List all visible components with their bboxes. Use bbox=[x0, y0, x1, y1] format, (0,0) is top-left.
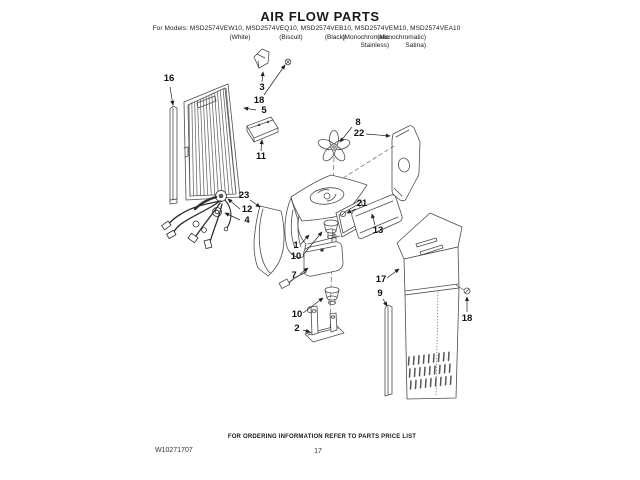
part-21-screw bbox=[340, 211, 345, 216]
callout-16 bbox=[164, 73, 175, 105]
svg-text:11: 11 bbox=[255, 151, 267, 162]
svg-text:18: 18 bbox=[461, 313, 473, 324]
svg-text:5: 5 bbox=[261, 105, 267, 116]
svg-text:7: 7 bbox=[291, 270, 297, 281]
callout-3 bbox=[259, 72, 264, 93]
finish-label: (Black) bbox=[324, 34, 346, 41]
part-9-trim-strip bbox=[385, 305, 392, 396]
part-16-trim-strip bbox=[170, 106, 177, 204]
svg-text:17: 17 bbox=[375, 274, 387, 285]
doc-number: W10271707 bbox=[155, 447, 193, 454]
callout-22 bbox=[354, 128, 390, 139]
svg-text:10: 10 bbox=[291, 309, 303, 320]
svg-text:18: 18 bbox=[253, 95, 265, 106]
callout-17 bbox=[376, 269, 399, 285]
svg-text:12: 12 bbox=[241, 204, 253, 215]
page-title: AIR FLOW PARTS bbox=[260, 9, 380, 24]
part-18-screw-top bbox=[285, 59, 291, 65]
callout-11 bbox=[256, 140, 267, 162]
svg-text:22: 22 bbox=[353, 128, 365, 139]
callout-18 bbox=[462, 297, 473, 324]
svg-text:9: 9 bbox=[377, 288, 383, 299]
part-10-grommet-lower bbox=[325, 287, 339, 305]
finish-label: (Monochromatic Stainless) bbox=[342, 34, 389, 49]
part-11-control-bracket bbox=[247, 117, 278, 142]
finish-label: (White) bbox=[229, 34, 251, 41]
svg-text:1: 1 bbox=[293, 240, 299, 251]
callout-5 bbox=[244, 105, 267, 116]
svg-text:2: 2 bbox=[294, 323, 300, 334]
part-17-air-tower-panel bbox=[397, 213, 462, 399]
callout-2 bbox=[294, 323, 310, 334]
finish-label: (Monochromatic) Satina) bbox=[377, 34, 426, 49]
svg-text:3: 3 bbox=[259, 82, 265, 93]
svg-text:21: 21 bbox=[356, 198, 368, 209]
part-2-mounting-bracket bbox=[305, 306, 344, 342]
part-3-air-diffuser bbox=[254, 49, 269, 68]
svg-text:13: 13 bbox=[372, 225, 384, 236]
svg-text:4: 4 bbox=[244, 215, 250, 226]
svg-text:16: 16 bbox=[163, 73, 175, 84]
svg-text:23: 23 bbox=[238, 190, 250, 201]
models-line: For Models: MSD2574VEW10, MSD2574VEQ10, MSD2574VEB10, MSD2574VEM10, MSD2574VEA10 bbox=[152, 25, 461, 32]
part-5-evaporator-cover bbox=[184, 84, 240, 200]
finish-label: (Biscuit) bbox=[279, 34, 303, 41]
part-22-motor-bracket bbox=[392, 126, 420, 201]
svg-text:8: 8 bbox=[355, 117, 361, 128]
part-23-air-duct bbox=[254, 206, 284, 276]
callout-12 bbox=[228, 199, 252, 215]
callout-9 bbox=[377, 288, 387, 306]
svg-text:10: 10 bbox=[290, 251, 302, 262]
page-number: 17 bbox=[314, 448, 322, 455]
ordering-note: FOR ORDERING INFORMATION REFER TO PARTS PRICE LIST bbox=[227, 434, 417, 440]
